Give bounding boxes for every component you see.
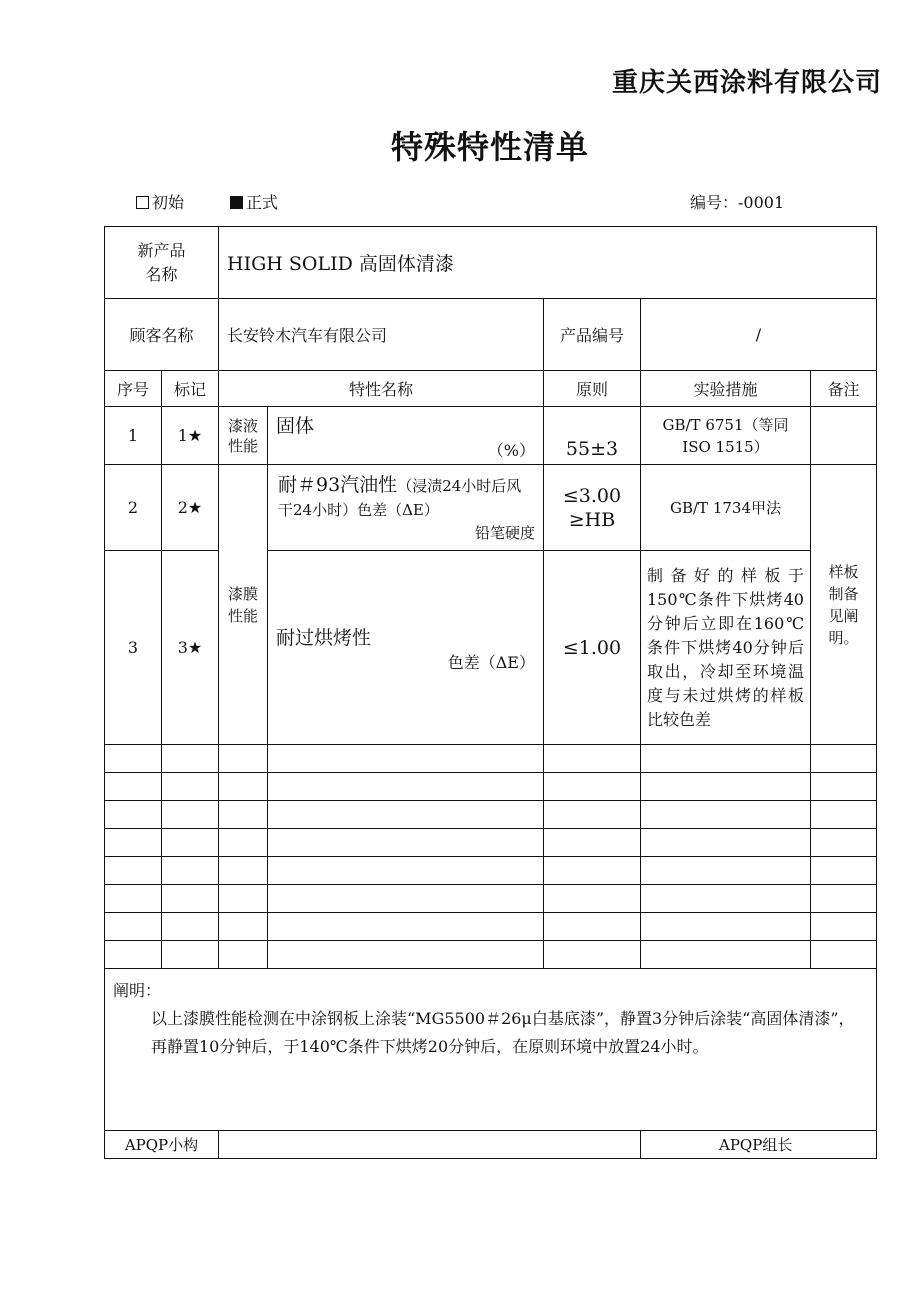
- doc-number: 编号：-0001: [690, 193, 785, 212]
- row-no: 2: [105, 465, 162, 551]
- col-method: 实验措施: [641, 371, 811, 407]
- checkbox-filled-icon: [230, 196, 243, 209]
- row-standard: ≤1.00: [544, 551, 641, 745]
- row-standard: [544, 465, 641, 551]
- notes-cell: [105, 969, 877, 1131]
- customer-label: 顾客名称: [105, 299, 219, 371]
- apqp-team-signature[interactable]: [219, 1131, 641, 1159]
- row-name-main: 固体: [276, 414, 315, 437]
- row-name-main: 耐过烘烤性: [276, 626, 372, 649]
- new-product-value: HIGH SOLID 高固体清漆: [219, 227, 877, 299]
- row-note: 样板制备见阐明。: [811, 465, 877, 745]
- row-name: [268, 407, 544, 465]
- empty-row: [105, 941, 877, 969]
- product-no-value: /: [641, 299, 877, 371]
- checkbox-empty-icon: [136, 196, 149, 209]
- row-method: GB/T 1734甲法: [641, 465, 811, 551]
- characteristics-table: [104, 226, 877, 1159]
- page-title: 特殊特性清单: [390, 128, 589, 166]
- status-initial-label: 初始: [152, 193, 185, 212]
- row-name-detail: （浸渍24小时后风干24小时）色差（ΔE）: [278, 476, 522, 519]
- col-no: 序号: [105, 371, 162, 407]
- header-row-customer: [105, 299, 877, 371]
- group-film: 漆膜性能: [219, 465, 268, 745]
- empty-row: [105, 829, 877, 857]
- col-standard: 原则: [544, 371, 641, 407]
- empty-row: [105, 745, 877, 773]
- group-liquid: 漆液性能: [219, 407, 268, 465]
- row-mark: 2★: [162, 465, 219, 551]
- customer-value: 长安铃木汽车有限公司: [219, 299, 544, 371]
- table-row: [105, 465, 877, 551]
- row-standard: 55±3: [544, 407, 641, 465]
- new-product-label: 新产品名称: [105, 227, 219, 299]
- apqp-team-label: APQP小构: [105, 1131, 219, 1159]
- row-no: 3: [105, 551, 162, 745]
- signature-row: [105, 1131, 877, 1159]
- column-header-row: [105, 371, 877, 407]
- col-name: 特性名称: [219, 371, 544, 407]
- empty-row: [105, 913, 877, 941]
- empty-row: [105, 801, 877, 829]
- empty-row: [105, 885, 877, 913]
- row-method: GB/T 6751（等同ISO 1515）: [641, 407, 811, 465]
- status-formal-label: 正式: [246, 193, 279, 212]
- row-no: 1: [105, 407, 162, 465]
- notes-row: [105, 969, 877, 1131]
- status-formal[interactable]: [230, 190, 278, 213]
- row-standard-2: ≥HB: [568, 508, 616, 531]
- apqp-leader-label: APQP组长: [641, 1131, 877, 1159]
- table-row: [105, 407, 877, 465]
- row-method: 制备好的样板于150℃条件下烘烤40分钟后立即在160℃条件下烘烤40分钟后取出，冷却至环境温度与未过烘烤的样板比较色差: [641, 551, 811, 745]
- row-note: [811, 407, 877, 465]
- col-note: 备注: [811, 371, 877, 407]
- status-initial[interactable]: [136, 190, 184, 213]
- row-name-extra: 铅笔硬度: [474, 523, 535, 542]
- empty-row: [105, 773, 877, 801]
- row-name-unit: 色差（ΔE）: [447, 652, 535, 672]
- row-name-main: 耐＃93汽油性: [278, 473, 398, 496]
- row-mark: 3★: [162, 551, 219, 745]
- col-mark: 标记: [162, 371, 219, 407]
- row-mark: 1★: [162, 407, 219, 465]
- row-name: [268, 551, 544, 745]
- product-no-label: 产品编号: [544, 299, 641, 371]
- row-name-unit: （%）: [487, 440, 535, 460]
- row-standard-1: ≤3.00: [562, 484, 622, 507]
- notes-label: 阐明：: [113, 981, 162, 1000]
- empty-row: [105, 857, 877, 885]
- row-name: [268, 465, 544, 551]
- company-name: 重庆关西涂料有限公司: [611, 68, 882, 98]
- notes-text: 以上漆膜性能检测在中涂钢板上涂装“MG5500＃26μ白基底漆”，静置3分钟后涂装“高固体清漆”，再静置10分钟后，于140℃条件下烘烤20分钟后，在原则环境中放置24小时。: [151, 1009, 855, 1056]
- header-row-product: [105, 227, 877, 299]
